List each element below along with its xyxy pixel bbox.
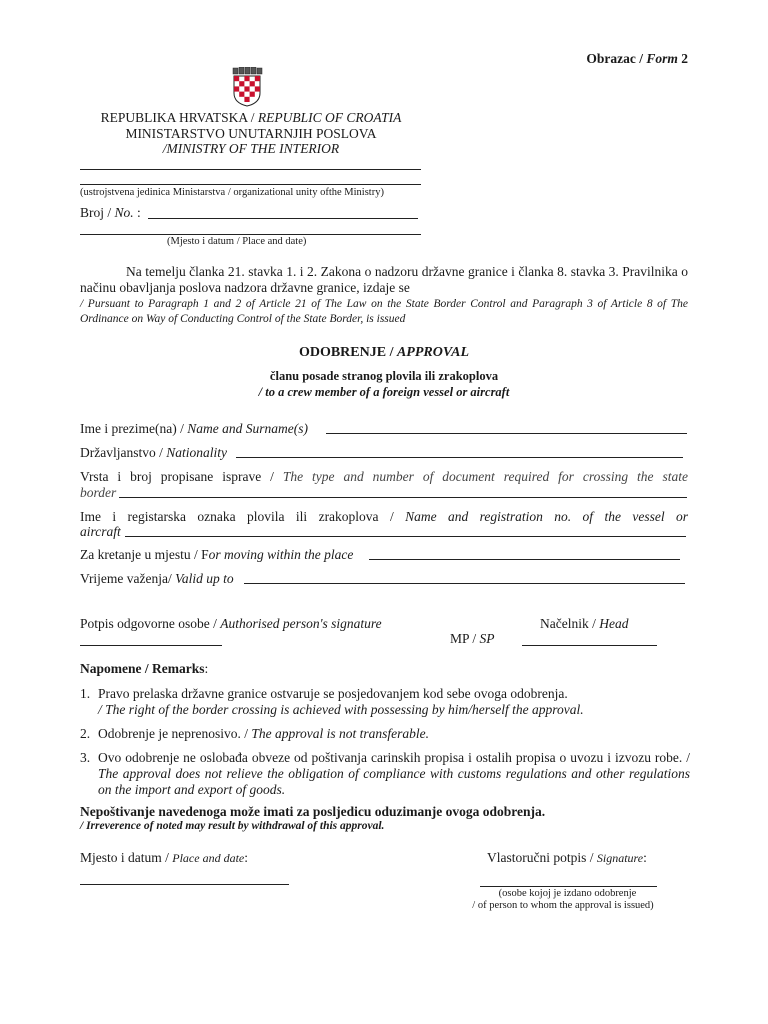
authorised-signature-field[interactable]	[80, 645, 222, 646]
issued-caption-1: (osobe kojoj je izdano odobrenje	[498, 888, 637, 899]
page-title: ODOBRENJE / APPROVAL	[298, 345, 470, 360]
broj-label: Broj / No. :	[80, 205, 141, 220]
footer-place-date-label: Mjesto i datum / Place and date:	[80, 850, 248, 865]
vessel-field-row-2: aircraft	[80, 524, 121, 539]
place-date-field[interactable]	[80, 234, 421, 235]
document-field-row: Vrsta i broj propisane isprave / The type and number of document required for crossing the state	[80, 469, 688, 484]
validity-field-row: Vrijeme važenja/ Valid up to	[80, 571, 234, 586]
warning-hr: Nepoštivanje navedenoga može imati za posljedicu oduzimanje ovoga odobrenja.	[80, 804, 546, 819]
broj-field[interactable]	[148, 218, 418, 219]
unit-line-1[interactable]	[80, 169, 421, 170]
issued-caption-2: / of person to whom the approval is issued)	[472, 900, 654, 911]
nationality-field-row: Državljanstvo / Nationality	[80, 445, 227, 460]
footer-place-date-field[interactable]	[80, 884, 289, 885]
place-date-caption: (Mjesto i datum / Place and date)	[167, 236, 307, 247]
document-input[interactable]	[119, 497, 687, 498]
croatian-coat-of-arms-icon	[231, 67, 263, 107]
nationality-input[interactable]	[236, 457, 683, 458]
intro-hr: Na temelju članka 21. stavka 1. i 2. Zakona o nadzoru državne granice i članka 8. stavka 3. Pravilnika o načinu obavljanja poslova nadzora državne granice, izdaje se	[80, 264, 688, 295]
seal-label: MP / SP	[450, 631, 495, 646]
remarks-heading: Napomene / Remarks:	[80, 661, 209, 676]
vessel-field-row: Ime i registarska oznaka plovila ili zrakoplova / Name and registration no. of the vessel or	[80, 509, 688, 524]
footer-signature-field[interactable]	[480, 886, 657, 887]
document-field-row-2: border	[80, 485, 117, 500]
subtitle-en: / to a crew member of a foreign vessel or aircraft	[258, 385, 510, 399]
validity-input[interactable]	[244, 583, 685, 584]
head-signature-field[interactable]	[522, 645, 657, 646]
unit-line-2[interactable]	[80, 184, 421, 185]
vessel-input[interactable]	[125, 536, 686, 537]
head-label: Načelnik / Head	[540, 616, 629, 631]
name-field-row: Ime i prezime(na) / Name and Surname(s)	[80, 421, 308, 436]
remark-item: 2. Odobrenje je neprenosivo. / The approval is not transferable.	[80, 726, 429, 741]
unit-caption: (ustrojstvena jedinica Ministarstva / organizational unity ofthe Ministry)	[80, 187, 384, 198]
subtitle-hr: članu posade stranog plovila ili zrakoplova	[269, 369, 499, 383]
republic-line: REPUBLIKA HRVATSKA / REPUBLIC OF CROATIA	[100, 110, 402, 125]
movement-input[interactable]	[369, 559, 680, 560]
ministry-line-en: /MINISTRY OF THE INTERIOR	[162, 141, 340, 156]
ministry-line: MINISTARSTVO UNUTARNJIH POSLOVA	[125, 126, 377, 141]
intro-en: / Pursuant to Paragraph 1 and 2 of Article 21 of The Law on the State Border Control and Paragraph 3 of Article 8 of The Ordinance on Way of Conducting Control of the State Border, is issued	[80, 298, 688, 325]
authorised-signature-label: Potpis odgovorne osobe / Authorised person's signature	[80, 616, 382, 631]
remark-item: 3. Ovo odobrenje ne oslobađa obveze od poštivanja carinskih propisa i ostalih propisa o uvozu i izvozu robe. / The approval does not relieve the obligation of compliance with customs regulations and other regulations on the import and export of goods.	[80, 750, 690, 797]
form-label: Obrazac / Form 2	[586, 51, 688, 66]
movement-field-row: Za kretanje u mjestu / For moving within the place	[80, 547, 354, 562]
warning-en: / Irreverence of noted may result by withdrawal of this approval.	[80, 820, 385, 832]
name-input[interactable]	[326, 433, 687, 434]
remark-item: 1. Pravo prelaska državne granice ostvaruje se posjedovanjem kod sebe ovoga odobrenja. / The right of the border crossing is achieved with possessing by him/herself the approval.	[80, 686, 584, 717]
footer-signature-label: Vlastoručni potpis / Signature:	[487, 850, 647, 865]
